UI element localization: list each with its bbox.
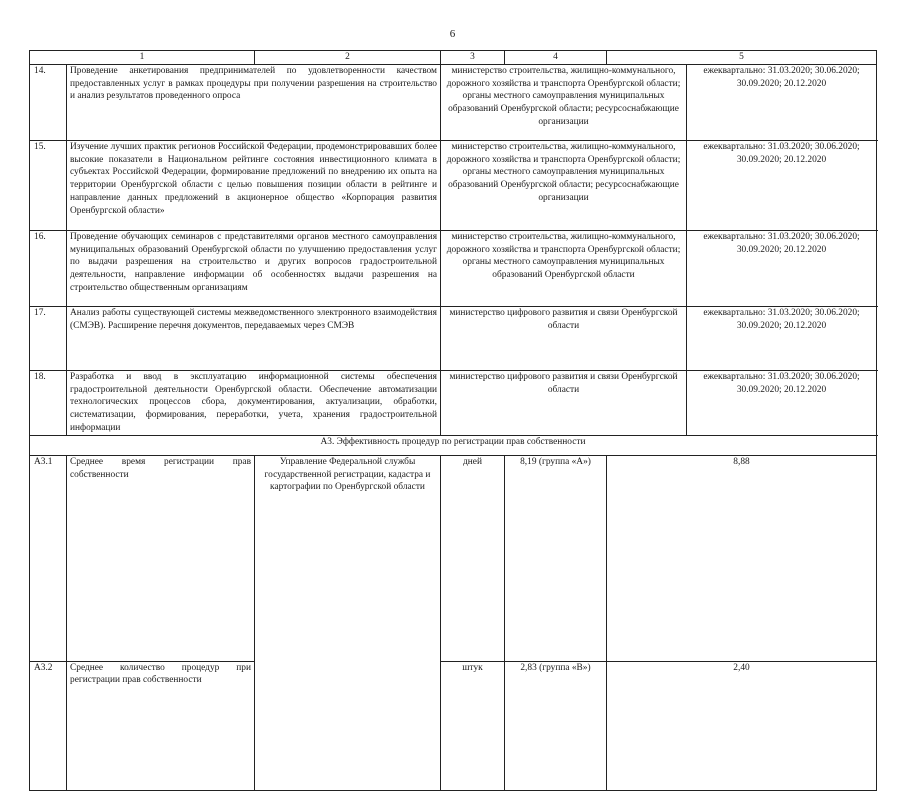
section-title: А3. Эффективность процедур по регистрации прав собственности [30, 435, 877, 455]
table-row [30, 230, 877, 306]
measure-text: Изучение лучших практик регионов Российской Федерации, продемонстрировавших более высокие показатели в Национальном рейтинге состояния инвестиционного климата в субъектах Российской Федерации, формирование предложений по внедрению их опыта на территории Оренбургской области с целью повышения позиции области в рейтинге и направление данных предложений в акционерное общество «Корпорация развития Оренбургской области» [67, 140, 441, 230]
row-number: 17. [30, 306, 67, 370]
indicator-target: 2,40 [607, 661, 877, 790]
table-row [30, 370, 877, 435]
header-cell-4: 4 [505, 51, 607, 65]
header-cell-1: 1 [30, 51, 255, 65]
header-cell-5: 5 [607, 51, 877, 65]
indicator-name: Среднее время регистрации прав собственности [67, 455, 255, 661]
table-row [30, 64, 877, 140]
responsible-text: министерство строительства, жилищно-коммунального, дорожного хозяйства и транспорта Оренбургской области; органы местного самоуправления муниципальных образований Оренбургской области; ресурсоснабжающие организации [441, 64, 687, 140]
measure-text: Проведение обучающих семинаров с представителями органов местного самоуправления муниципальных образований Оренбургской области по улучшению предоставления услуг по выдачи разрешения на строительство и других вопросов градостроительной деятельности, направление информации об особенностях выдачи разрешения на строительство общественным организациям [67, 230, 441, 306]
indicator-row [30, 455, 877, 661]
indicator-unit: штук [441, 661, 505, 790]
indicator-unit: дней [441, 455, 505, 661]
indicator-row [30, 661, 877, 790]
header-cell-2: 2 [255, 51, 441, 65]
responsible-text: министерство строительства, жилищно-коммунального, дорожного хозяйства и транспорта Оренбургской области; органы местного самоуправления муниципальных образований Оренбургской области; ресурсоснабжающие организации [441, 140, 687, 230]
measure-text: Разработка и ввод в эксплуатацию информационной системы обеспечения градостроительной деятельности Оренбургской области. Обеспечение автоматизации технологических процессов сбора, документирования, актуализации, обработки, систематизации, формирования, переработки, учета, хранения градостроительной информации [67, 370, 441, 435]
responsible-text: министерство цифрового развития и связи Оренбургской области [441, 370, 687, 435]
table-row [30, 140, 877, 230]
indicator-number: А3.1 [30, 455, 67, 661]
column-number-header [30, 51, 877, 65]
section-header-row [30, 435, 877, 455]
deadline-text: ежеквартально: 31.03.2020; 30.06.2020; 30.09.2020; 20.12.2020 [687, 370, 877, 435]
row-number: 18. [30, 370, 67, 435]
measure-text: Анализ работы существующей системы межведомственного электронного взаимодействия (СМЭВ). Расширение перечня документов, передаваемых через СМЭВ [67, 306, 441, 370]
indicator-name: Среднее количество процедур при регистрации прав собственности [67, 661, 255, 790]
deadline-text: ежеквартально: 31.03.2020; 30.06.2020; 30.09.2020; 20.12.2020 [687, 306, 877, 370]
responsible-text: министерство цифрового развития и связи Оренбургской области [441, 306, 687, 370]
table-row [30, 306, 877, 370]
row-number: 16. [30, 230, 67, 306]
measure-text: Проведение анкетирования предпринимателей по удовлетворенности качеством предоставленных услуг в рамках процедуры при получении разрешения на строительство и анализ результатов проведенного опроса [67, 64, 441, 140]
indicator-target: 8,88 [607, 455, 877, 661]
plan-table [29, 50, 877, 791]
indicator-responsible: Управление Федеральной службы государственной регистрации, кадастра и картографии по Оренбургской области [255, 455, 441, 790]
indicator-number: А3.2 [30, 661, 67, 790]
indicator-value: 8,19 (группа «А») [505, 455, 607, 661]
deadline-text: ежеквартально: 31.03.2020; 30.06.2020; 30.09.2020; 20.12.2020 [687, 64, 877, 140]
indicator-value: 2,83 (группа «В») [505, 661, 607, 790]
deadline-text: ежеквартально: 31.03.2020; 30.06.2020; 30.09.2020; 20.12.2020 [687, 230, 877, 306]
page-number: 6 [449, 28, 456, 40]
row-number: 14. [30, 64, 67, 140]
header-cell-3: 3 [441, 51, 505, 65]
deadline-text: ежеквартально: 31.03.2020; 30.06.2020; 30.09.2020; 20.12.2020 [687, 140, 877, 230]
row-number: 15. [30, 140, 67, 230]
responsible-text: министерство строительства, жилищно-коммунального, дорожного хозяйства и транспорта Оренбургской области; органы местного самоуправления муниципальных образований Оренбургской области [441, 230, 687, 306]
